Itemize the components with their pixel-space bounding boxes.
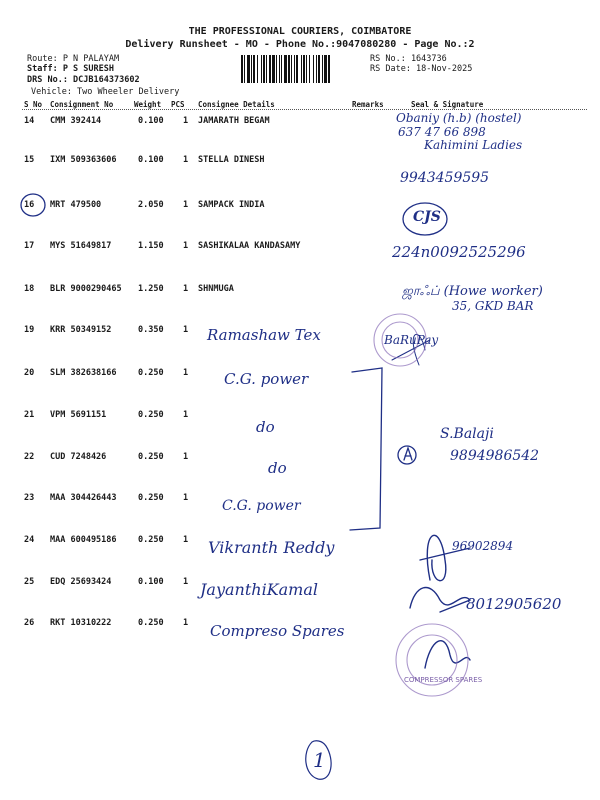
barcode-bar <box>322 55 323 83</box>
col-remarks: Remarks <box>352 100 384 109</box>
rows-bracket-mark <box>350 368 382 530</box>
row-pcs: 1 <box>183 368 189 378</box>
barcode-bar <box>316 55 317 83</box>
row-weight: 1.250 <box>138 284 164 294</box>
barcode-bar <box>241 55 243 83</box>
barcode-bar <box>284 55 287 83</box>
barcode-bar <box>266 55 267 83</box>
header-separator <box>22 109 587 110</box>
barcode-bar <box>309 55 310 83</box>
row-pcs: 1 <box>183 410 189 420</box>
barcode-bar <box>261 55 262 83</box>
row-consignment: MYS 51649817 <box>50 241 112 251</box>
row22-circled-mark <box>398 446 416 464</box>
col-weight: Weight <box>134 100 162 109</box>
row22-signer-name: S.Balaji <box>440 426 494 442</box>
row-consignment: EDQ 25693424 <box>50 577 112 587</box>
vehicle-label: Vehicle: Two Wheeler Delivery <box>31 87 180 97</box>
row-pcs: 1 <box>183 618 189 628</box>
row-weight: 0.250 <box>138 618 164 628</box>
row19-consignee-hw: Ramashaw Tex <box>207 326 321 344</box>
row-weight: 0.100 <box>138 116 164 126</box>
barcode-bar <box>324 55 327 83</box>
runsheet-subtitle: Delivery Runsheet - MO - Phone No.:9047080280 - Page No.:2 <box>125 39 475 50</box>
row-consignee: SHNMUGA <box>198 284 234 294</box>
row-weight: 1.150 <box>138 241 164 251</box>
row-consignment: VPM 5691151 <box>50 410 107 420</box>
row-consignee: JAMARATH BEGAM <box>198 116 270 126</box>
row-consignment: RKT 10310222 <box>50 618 112 628</box>
row20-consignee-hw: C.G. power <box>224 370 309 388</box>
row-consignment: CUD 7248426 <box>50 452 107 462</box>
barcode-bar <box>281 55 282 83</box>
barcode-bar <box>279 55 280 83</box>
company-title: THE PROFESSIONAL COURIERS, COIMBATORE <box>188 26 412 37</box>
row-sno: 25 <box>24 577 35 587</box>
drs-number: DRS No.: DCJB164373602 <box>27 75 140 85</box>
row-weight: 0.250 <box>138 493 164 503</box>
row-sno: 18 <box>24 284 35 294</box>
barcode-bar <box>244 55 245 83</box>
barcode-bar <box>269 55 271 83</box>
col-seal-signature: Seal & Signature <box>411 100 484 109</box>
row-consignment: BLR 9000290465 <box>50 284 122 294</box>
row-consignment: MRT 479500 <box>50 200 102 210</box>
row-sno: 22 <box>24 452 35 462</box>
col-sno: S No <box>24 100 43 109</box>
row-consignment: CMM 392414 <box>50 116 102 126</box>
row16-stamp-text: CJS <box>413 209 441 225</box>
row17-phone: 224n0092525296 <box>392 243 526 261</box>
row23-consignee-hw: C.G. power <box>222 498 301 514</box>
barcode-bar <box>247 55 250 83</box>
barcode-bar <box>294 55 295 83</box>
barcode-bar <box>288 55 290 83</box>
row-pcs: 1 <box>183 116 189 126</box>
row-weight: 2.050 <box>138 200 164 210</box>
row-sno: 16 <box>24 200 35 210</box>
barcode-bar <box>318 55 320 83</box>
row-pcs: 1 <box>183 493 189 503</box>
col-consignee: Consignee Details <box>198 100 275 109</box>
row-pcs: 1 <box>183 535 189 545</box>
row-weight: 0.250 <box>138 368 164 378</box>
row-consignment: IXM 509363606 <box>50 155 117 165</box>
row-sno: 20 <box>24 368 35 378</box>
row25-consignee-hw: JayanthiKamal <box>200 580 319 599</box>
row14-hw-line3: Kahimini Ladies <box>424 138 523 152</box>
row-sno: 15 <box>24 155 35 165</box>
barcode-bar <box>301 55 302 83</box>
barcode-bar <box>306 55 307 83</box>
route-label: Route: P N PALAYAM <box>27 54 120 64</box>
page-mark: 1 <box>313 748 326 772</box>
barcode-bar <box>313 55 314 83</box>
company-stamp-text: COMPRESSOR SPARES <box>404 676 483 684</box>
rs-number: RS No.: 1643736 <box>370 54 447 64</box>
row-pcs: 1 <box>183 452 189 462</box>
row-sno: 17 <box>24 241 35 251</box>
barcode-bar <box>272 55 275 83</box>
row-pcs: 1 <box>183 155 189 165</box>
row14-hw-line1: Obaniy (h.b) (hostel) <box>396 111 522 125</box>
col-consignment: Consignment No <box>50 100 114 109</box>
staff-label: Staff: P S SURESH <box>27 64 114 74</box>
row14-hw-line2: 637 47 66 898 <box>398 125 486 139</box>
row-sno: 21 <box>24 410 35 420</box>
row18-hw-line2: 35, GKD BAR <box>452 299 534 313</box>
row15-signature: 9943459595 <box>400 170 490 186</box>
row-pcs: 1 <box>183 241 189 251</box>
row-sno: 26 <box>24 618 35 628</box>
row-sno: 23 <box>24 493 35 503</box>
row24-phone-hw: 96902894 <box>452 539 514 553</box>
row-weight: 0.350 <box>138 325 164 335</box>
row-weight: 0.250 <box>138 452 164 462</box>
row26-company-stamp <box>396 624 468 696</box>
row26-consignee-hw: Compreso Spares <box>210 622 345 640</box>
row-pcs: 1 <box>183 577 189 587</box>
row18-hw-line1: ஜாஃப் (Howe worker) <box>402 284 543 299</box>
row-sno: 14 <box>24 116 35 126</box>
barcode-bar <box>328 55 330 83</box>
barcode-bar <box>253 55 255 83</box>
row22-ditto-hw: do <box>268 459 287 477</box>
row-consignee: SAMPACK INDIA <box>198 200 265 210</box>
barcode-bar <box>303 55 305 83</box>
row26-signature-stroke <box>425 641 470 668</box>
row-consignment: KRR 50349152 <box>50 325 112 335</box>
barcode-bar <box>257 55 258 83</box>
row21-ditto-hw: do <box>256 418 275 436</box>
row-weight: 0.250 <box>138 410 164 420</box>
row24-consignee-hw: Vikranth Reddy <box>208 538 335 557</box>
barcode-bar <box>291 55 292 83</box>
row-consignee: SASHIKALAA KANDASAMY <box>198 241 301 251</box>
row-pcs: 1 <box>183 325 189 335</box>
row25-phone-hw: 8012905620 <box>466 595 562 613</box>
barcode-bar <box>296 55 298 83</box>
row-consignee: STELLA DINESH <box>198 155 265 165</box>
rs-date: RS Date: 18-Nov-2025 <box>370 64 473 74</box>
row22-signer-phone: 9894986542 <box>450 448 540 464</box>
row-consignment: MAA 600495186 <box>50 535 117 545</box>
row-sno: 19 <box>24 325 35 335</box>
barcode-bar <box>263 55 265 83</box>
row19-signature: BaRuPay <box>384 333 439 347</box>
row-weight: 0.100 <box>138 155 164 165</box>
barcode-bar <box>276 55 277 83</box>
row-weight: 0.250 <box>138 535 164 545</box>
row-pcs: 1 <box>183 200 189 210</box>
row-consignment: SLM 382638166 <box>50 368 117 378</box>
row-consignment: MAA 304426443 <box>50 493 117 503</box>
col-pcs: PCS <box>171 100 185 109</box>
row-weight: 0.100 <box>138 577 164 587</box>
barcode <box>240 55 365 83</box>
row25-signature-stroke <box>410 588 470 612</box>
row-pcs: 1 <box>183 284 189 294</box>
row-sno: 24 <box>24 535 35 545</box>
barcode-bar <box>251 55 252 83</box>
